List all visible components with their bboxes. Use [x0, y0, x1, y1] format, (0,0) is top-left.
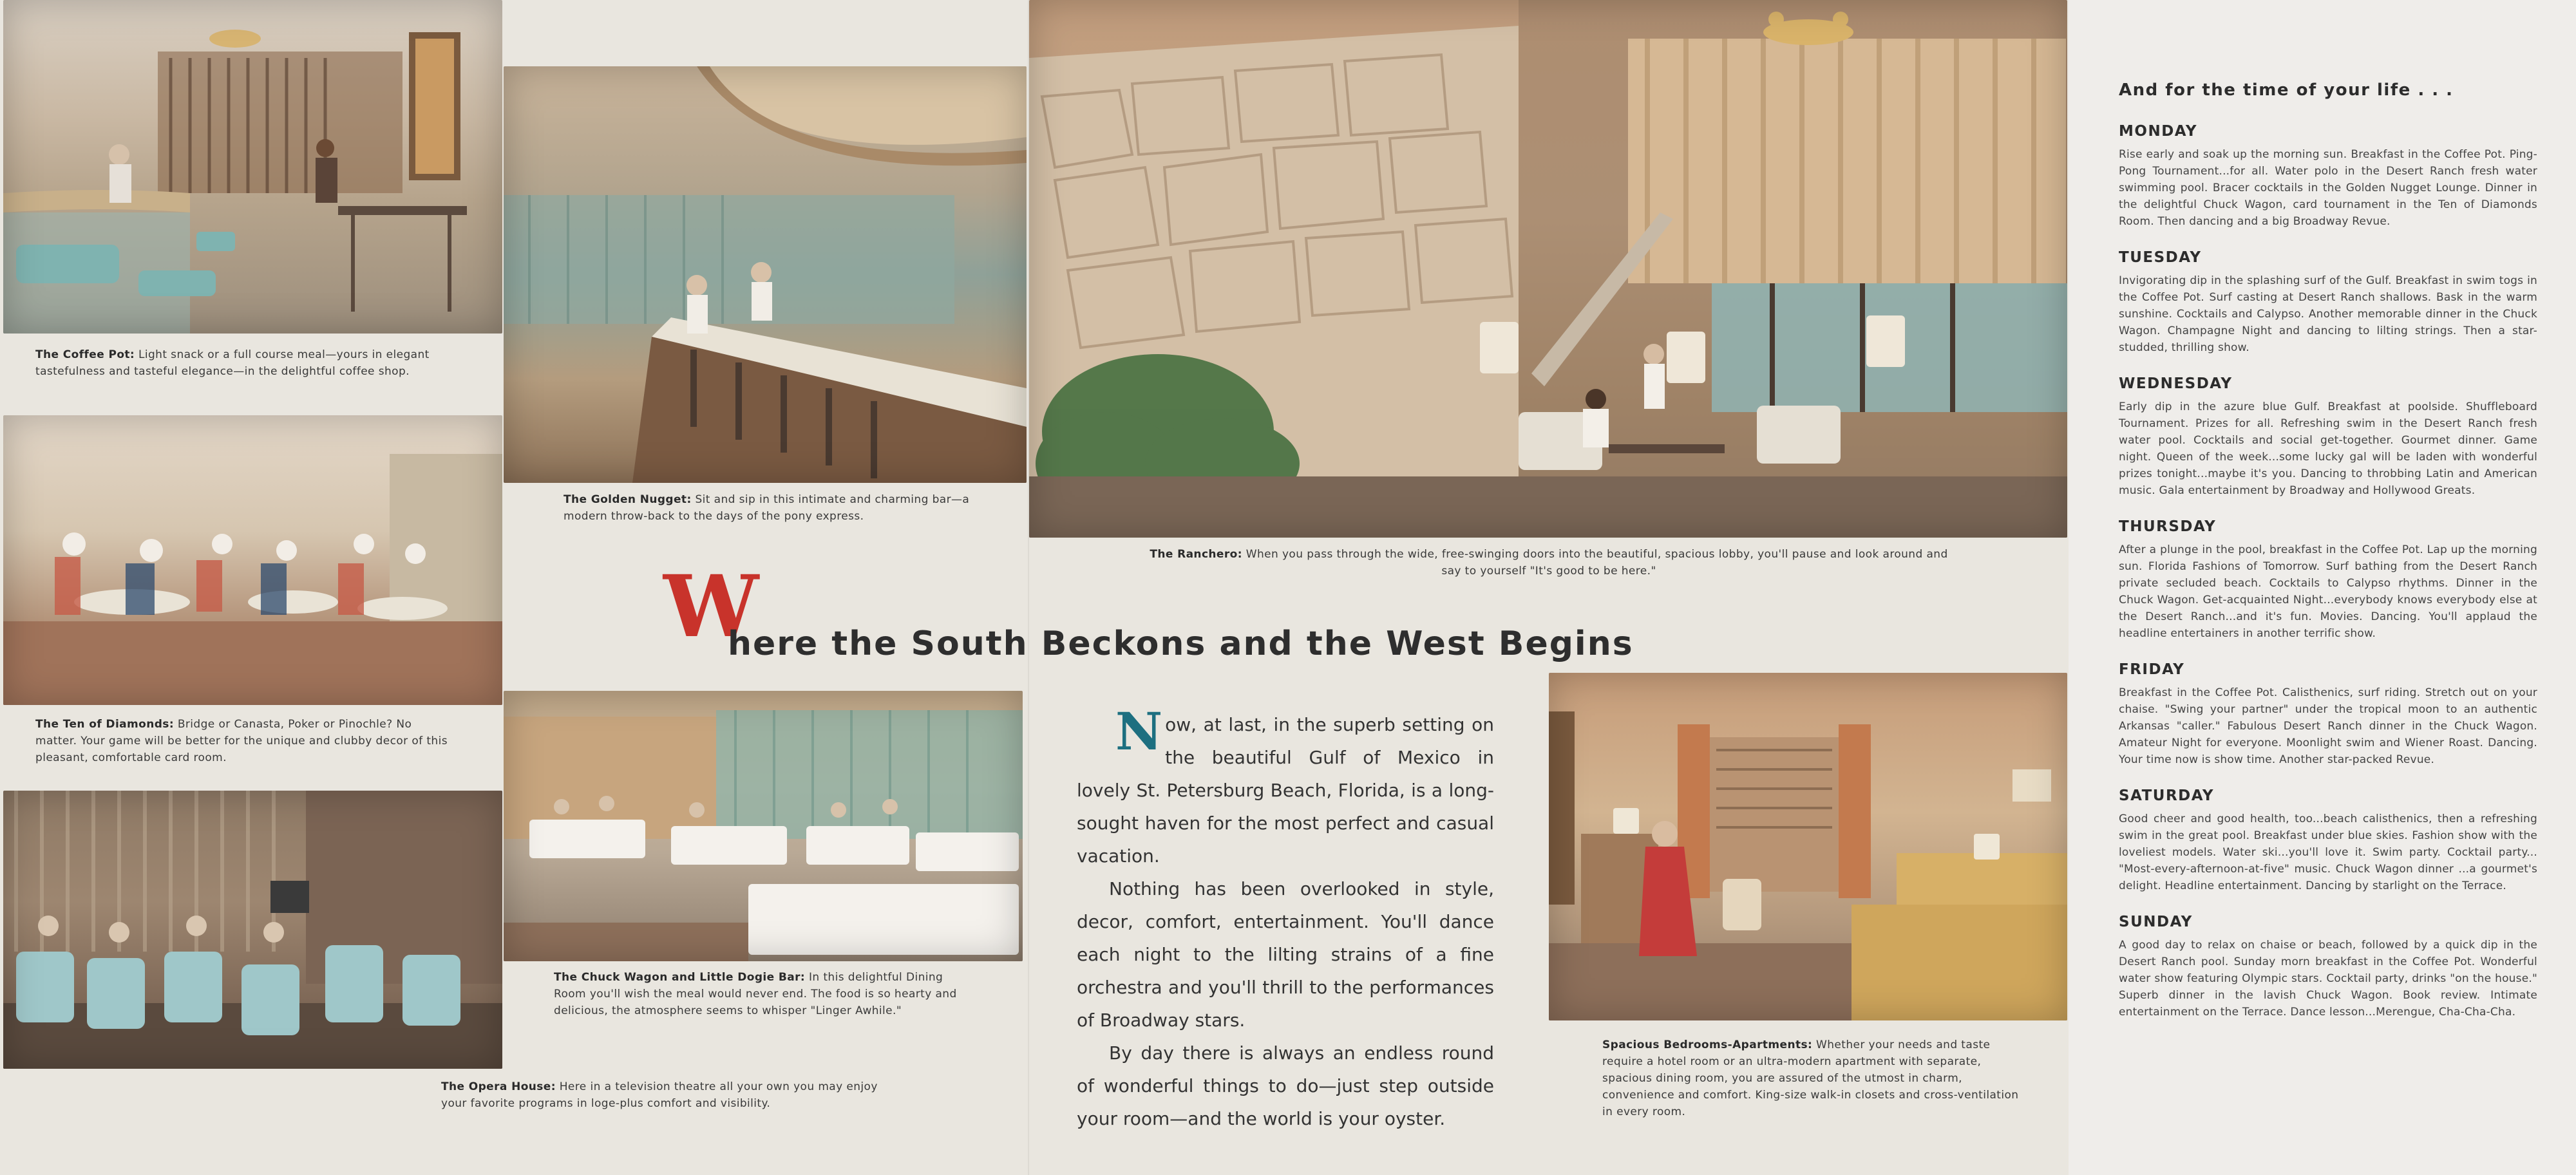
caption-title: The Golden Nugget: [564, 493, 692, 506]
day-title-monday: MONDAY [2119, 123, 2198, 140]
ranchero-photo [1029, 0, 2067, 538]
day-title-wednesday: WEDNESDAY [2119, 375, 2233, 392]
coffee-pot-caption [35, 346, 480, 380]
day-title-thursday: THURSDAY [2119, 518, 2217, 535]
caption-text: In this delightful Dining Room you'll wish the meal would never end. The food is so hearty and delicious, the atmosphere seems to whisper "Linger Awhile." [554, 971, 957, 1017]
bedroom-photo [1549, 673, 2067, 1020]
caption-text: Bridge or Canasta, Poker or Pinochle? No matter. Your game will be better for the unique and clubby decor of this pleasant, comfortable card room. [35, 718, 448, 764]
bedroom-scene [1549, 673, 2067, 1020]
ten-of-diamonds-caption [35, 716, 454, 766]
day-title-friday: FRIDAY [2119, 661, 2185, 678]
caption-text: When you pass through the wide, free-swinging doors into the beautiful, spacious lobby, you'll pause and look around and say to yourself "It's good to be here." [1245, 548, 1948, 578]
day-text-saturday: Good cheer and good health, too...beach calisthenics, then a refreshing swim in the great pool. Breakfast under blue skies. Fashion show with the loveliest models. Water ski...you'll love it. Swim party. Cocktail party... "Most-every-afternoon-at-five" music. Chuck Wagon dinner ...a gourmet's delight. Headline entertainment. Dancing by starlight on the Terrace. [2119, 813, 2537, 892]
day-title-sunday: SUNDAY [2119, 914, 2193, 930]
intro-paragraph-1: Now, at last, in the superb setting on the beautiful Gulf of Mexico in lovely St. Petersburg Beach, Florida, is a long-sought haven for the most perfect and casual vacation. [1077, 701, 1494, 867]
intro-body [1077, 701, 1494, 1135]
schedule-heading: And for the time of your life . . . [2119, 80, 2454, 100]
caption-title: The Chuck Wagon and Little Dogie Bar: [554, 971, 806, 984]
day-title-tuesday: TUESDAY [2119, 249, 2202, 266]
golden-nugget-caption [564, 491, 1001, 525]
caption-title: The Coffee Pot: [35, 348, 135, 361]
opera-house-scene [3, 791, 502, 1069]
caption-title: The Ranchero: [1150, 548, 1242, 561]
golden-nugget-photo [504, 66, 1027, 483]
ten-of-diamonds-photo [3, 415, 502, 705]
intro-initial: N [1115, 701, 1163, 762]
day-text-wednesday: Early dip in the azure blue Gulf. Breakfast at poolside. Shuffleboard Tournament. Prizes for all. Refreshing swim in the Desert Ranch fresh water pool. Cocktails and social get-together. Gourmet dinner. Game night. Queen of the week...some lucky gal will be laden with wonderful prizes tonight...maybe it's you. Dancing to throbbing Latin and American music. Gala entertainment by Broadway and Hollywood Greats. [2119, 400, 2537, 497]
chuck-wagon-caption [554, 969, 972, 1019]
intro-paragraph-2: Nothing has been overlooked in style, decor, comfort, entertainment. You'll dance each night to the lilting strains of a fine orchestra and you'll thrill to the performances of Broadway stars. [1077, 878, 1494, 1031]
caption-text: Whether your needs and taste require a hotel room or an ultra-modern apartment with separate, spacious dining room, you are assured of the utmost in charm, convenience and comfort. King-size walk-in closets and cross-ventilation in every room. [1602, 1039, 2019, 1118]
bedroom-caption [1602, 1037, 2021, 1120]
caption-text: Light snack or a full course meal—yours in elegant tastefulness and tasteful elegance—in the delightful coffee shop. [35, 348, 430, 378]
intro-paragraph-3: By day there is always an endless round of wonderful things to do—just step outside your room—and the world is your oyster. [1077, 1042, 1494, 1129]
ten-of-diamonds-scene [3, 415, 502, 705]
golden-nugget-scene [504, 66, 1027, 483]
headline-initial: W [663, 557, 759, 657]
day-text-tuesday: Invigorating dip in the splashing surf of the Gulf. Breakfast in swim togs in the Coffee Pot. Surf casting at Desert Ranch shallows. Bask in the warm sunshine. Cocktails and Calypso. Another memorable dinner in the Chuck Wagon. Champagne Night and dancing to lilting strings. Then a star-studded, thrilling show. [2119, 274, 2537, 354]
chuck-wagon-scene [504, 691, 1023, 961]
caption-title: Spacious Bedrooms-Apartments: [1602, 1039, 1813, 1051]
caption-text: Sit and sip in this intimate and charming bar—a modern throw-back to the days of the pony express. [564, 493, 970, 523]
chuck-wagon-photo [504, 691, 1023, 961]
headline-text: here the South Beckons and the West Begins [728, 625, 1634, 663]
coffee-pot-photo [3, 0, 502, 334]
caption-text: Here in a television theatre all your own you may enjoy your favorite programs in loge-plus comfort and visibility. [441, 1080, 878, 1110]
opera-house-caption [441, 1078, 905, 1112]
day-text-friday: Breakfast in the Coffee Pot. Calisthenics, surf riding. Stretch out on your chaise. "Swing your partner" under the tropical moon to an authentic Arkansas "caller." Fabulous Desert Ranch dinner in the Chuck Wagon. Amateur Night for everyone. Moonlight swim and Wiener Roast. Dancing. Your time now is show time. Another star-packed Revue. [2119, 686, 2537, 766]
caption-title: The Ten of Diamonds: [35, 718, 175, 731]
schedule-panel [2069, 0, 2576, 1175]
day-title-saturday: SATURDAY [2119, 787, 2215, 804]
coffee-pot-scene [3, 0, 502, 334]
ranchero-scene [1029, 0, 2067, 538]
opera-house-photo [3, 791, 502, 1069]
day-text-thursday: After a plunge in the pool, breakfast in the Coffee Pot. Lap up the morning sun. Florida Fashions of Tomorrow. Surf bathing from the Desert Ranch private secluded beach. Cocktails to Calypso rhythms. Dinner in the Chuck Wagon. Get-acquainted Night...everybody knows everybody else at the Desert Ranch...and it's fun. Movies. Dancing. You'll applaud the headline entertainers in another terrific show. [2119, 543, 2537, 640]
day-text-sunday: A good day to relax on chaise or beach, followed by a quick dip in the Desert Ranch pool. Sunday morn breakfast in the Coffee Pot. Wonderful water show featuring Olympic stars. Cocktail party, drinks "on the house." Superb dinner in the lavish Chuck Wagon. Book review. Intimate entertainment on the Terrace. Dance lesson...Merengue, Cha-Cha-Cha. [2119, 939, 2537, 1019]
caption-title: The Opera House: [441, 1080, 556, 1093]
day-text-monday: Rise early and soak up the morning sun. Breakfast in the Coffee Pot. Ping-Pong Tournament...for all. Water polo in the Desert Ranch fresh water swimming pool. Bracer cocktails in the Golden Nugget Lounge. Dinner in the delightful Chuck Wagon, card tournament in the Ten of Diamonds Room. Then dancing and a big Broadway Revue. [2119, 148, 2537, 228]
schedule-days [2119, 123, 2537, 1020]
headline [663, 557, 1694, 663]
